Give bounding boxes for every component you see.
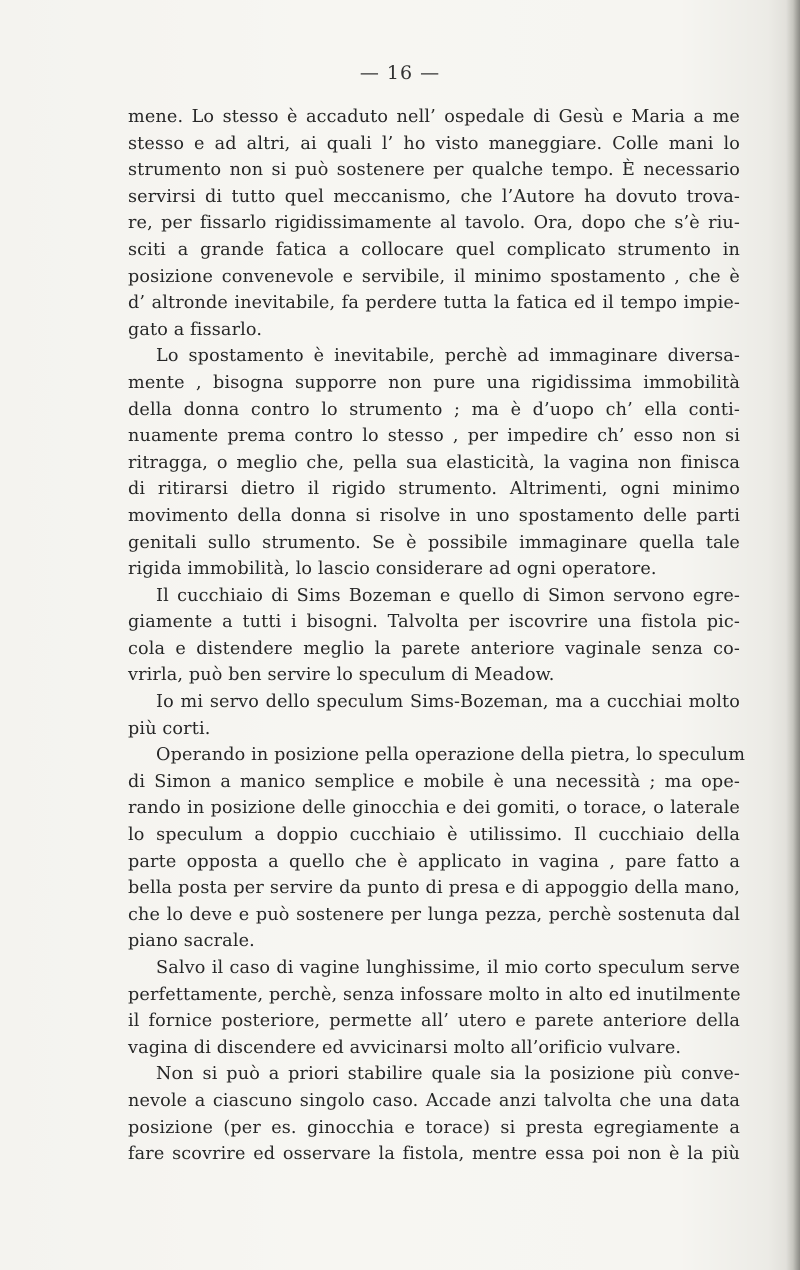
text-line: posizione (per es. ginocchia e torace) si presta egregiamente a [128, 1117, 740, 1138]
text-line: della donna contro lo strumento ; ma è d’uopo ch’ ella conti- [128, 399, 740, 420]
text-line: nuamente prema contro lo stesso , per impedire ch’ esso non si [128, 426, 740, 447]
text-line: mente , bisogna supporre non pure una rigidissima immobilità [128, 372, 740, 393]
text-line: giamente a tutti i bisogni. Talvolta per iscovrire una fistola pic- [128, 612, 740, 633]
text-line: Il cucchiaio di Sims Bozeman e quello di Simon servono egre- [156, 585, 740, 606]
page-number: — 16 — [359, 62, 441, 84]
text-line: re, per fissarlo rigidissimamente al tavolo. Ora, dopo che s’è riu- [128, 213, 740, 234]
text-line: fare scovrire ed osservare la fistola, mentre essa poi non è la più [128, 1144, 740, 1165]
text-line: movimento della donna si risolve in uno spostamento delle parti [128, 505, 740, 526]
text-line: Io mi servo dello speculum Sims-Bozeman, ma a cucchiai molto [156, 692, 740, 713]
text-line: piano sacrale. [128, 931, 255, 952]
text-line: Salvo il caso di vagine lunghissime, il mio corto speculum serve [156, 958, 740, 978]
text-line: il fornice posteriore, permette all’ utero e parete anteriore della [128, 1011, 740, 1032]
text-line: d’ altronde inevitabile, fa perdere tutta la fatica ed il tempo impie- [128, 293, 740, 314]
text-line: più corti. [128, 718, 211, 739]
text-line: gato a fissarlo. [128, 319, 263, 340]
text-line: parte opposta a quello che è applicato in vagina , pare fatto a [128, 851, 740, 872]
text-line: perfettamente, perchè, senza infossare molto in alto ed inutilmente [128, 984, 741, 1005]
text-line: bella posta per servire da punto di presa e di appoggio della mano, [128, 878, 740, 899]
page-edge-shadow [786, 0, 800, 1270]
text-line: strumento non si può sostenere per qualche tempo. È necessario [128, 160, 740, 181]
text-line: che lo deve e può sostenere per lunga pezza, perchè sostenuta dal [128, 904, 740, 925]
text-line: genitali sullo strumento. Se è possibile immaginare quella tale [128, 532, 740, 553]
text-line: posizione convenevole e servibile, il minimo spostamento , che è [128, 266, 740, 287]
body-text [128, 104, 746, 1168]
text-line: Lo spostamento è inevitabile, perchè ad immaginare diversa- [156, 346, 740, 367]
text-line: vrirla, può ben servire lo speculum di Meadow. [128, 665, 555, 686]
text-line: Non si può a priori stabilire quale sia la posizione più conve- [156, 1064, 740, 1085]
text-line: sciti a grande fatica a collocare quel complicato strumento in [128, 239, 740, 260]
text-line: Operando in posizione pella operazione della pietra, lo speculum [156, 745, 746, 766]
text-line: stesso e ad altri, ai quali l’ ho visto maneggiare. Colle mani lo [128, 133, 740, 154]
text-line: rando in posizione delle ginocchia e dei gomiti, o torace, o laterale [128, 798, 740, 819]
text-line: di ritirarsi dietro il rigido strumento. Altrimenti, ogni minimo [128, 479, 740, 500]
text-line: mene. Lo stesso è accaduto nell’ ospedale di Gesù e Maria a me [128, 107, 740, 127]
text-line: servirsi di tutto quel meccanismo, che l’Autore ha dovuto trova- [128, 186, 740, 207]
text-line: lo speculum a doppio cucchiaio è utilissimo. Il cucchiaio della [128, 825, 740, 846]
text-line: rigida immobilità, lo lascio considerare ad ogni operatore. [128, 559, 657, 580]
text-line: ritragga, o meglio che, pella sua elasticità, la vagina non finisca [128, 452, 740, 473]
text-line: vagina di discendere ed avvicinarsi molto all’orificio vulvare. [128, 1037, 682, 1058]
text-line: nevole a ciascuno singolo caso. Accade anzi talvolta che una data [128, 1090, 740, 1111]
text-line: cola e distendere meglio la parete anteriore vaginale senza co- [128, 638, 740, 659]
text-line: di Simon a manico semplice e mobile è una necessità ; ma ope- [128, 771, 740, 792]
